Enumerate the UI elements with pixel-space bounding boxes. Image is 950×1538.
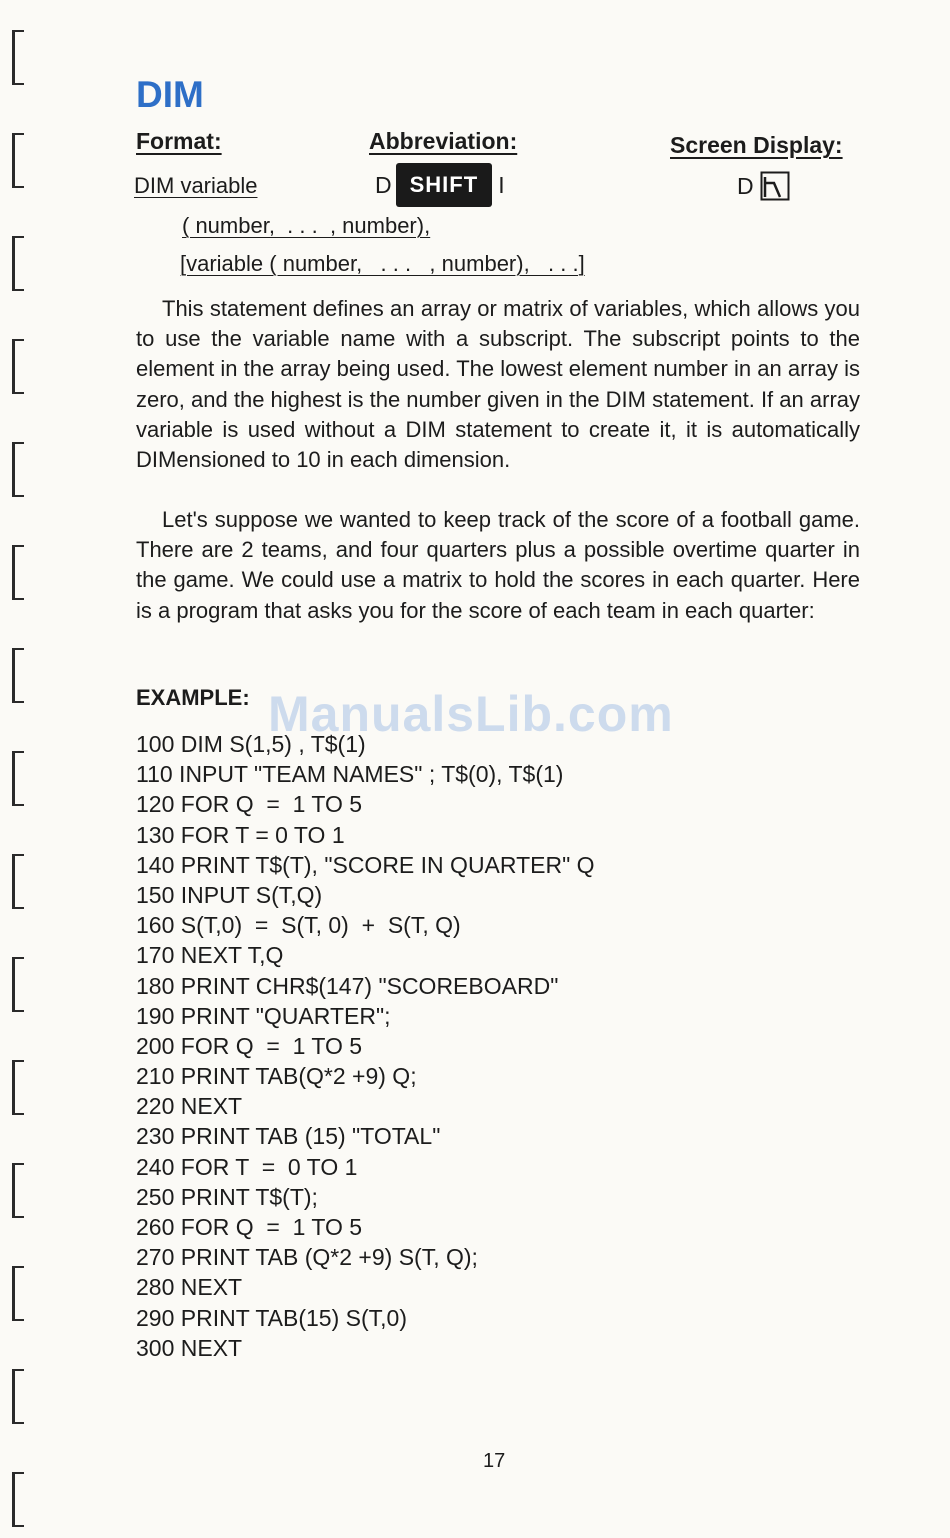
code-line: 180 PRINT CHR$(147) "SCOREBOARD" [136,972,559,999]
code-line: 160 S(T,0) = S(T, 0) + S(T, Q) [136,912,461,939]
code-line: 110 INPUT "TEAM NAMES" ; T$(0), T$(1) [136,761,564,788]
code-line: 290 PRINT TAB(15) S(T,0) [136,1304,407,1331]
abbreviation-keys [375,163,505,207]
screen-display-letter: D [737,172,754,199]
binding-ring [12,442,24,497]
code-line: 190 PRINT "QUARTER"; [136,1002,391,1029]
binding-ring [12,1369,24,1424]
binding-ring [12,30,24,85]
abbreviation-letter: D [375,171,392,198]
binding-ring [12,133,24,188]
binding-ring [12,1472,24,1527]
description-paragraph: Let's suppose we wanted to keep track of the score of a football game. There are 2 teams, and four quarters plus a possible overtime quarter in the game. We could use a matrix to hold the scores in each quarter. Here is a program that asks you for the score of each team in each quarter: [136,507,860,623]
binding-ring [12,339,24,394]
code-line: 210 PRINT TAB(Q*2 +9) Q; [136,1063,417,1090]
binding-ring [12,854,24,909]
code-line: 220 NEXT [136,1093,243,1120]
format-heading: Format: [136,128,222,154]
code-line: 250 PRINT T$(T); [136,1183,318,1210]
code-line: 170 NEXT T,Q [136,942,284,969]
code-line: 240 FOR T = 0 TO 1 [136,1153,358,1180]
petscii-graphic-icon [760,171,790,201]
screen-display-heading: Screen Display: [670,132,843,158]
binding-ring [12,1266,24,1321]
format-line: ( number, . . . , number), [182,213,431,238]
binding-ring [12,957,24,1012]
screen-display-output [737,171,790,201]
code-line: 140 PRINT T$(T), "SCORE IN QUARTER" Q [136,851,595,878]
code-line: 130 FOR T = 0 TO 1 [136,821,345,848]
code-line: 280 NEXT [136,1274,243,1301]
shift-key-icon: SHIFT [396,163,493,207]
format-line: DIM variable [134,173,258,198]
code-listing [136,729,595,1363]
code-line: 120 FOR Q = 1 TO 5 [136,791,363,818]
binding-ring [12,236,24,291]
binding-ring [12,648,24,703]
binding-ring [12,1060,24,1115]
code-line: 230 PRINT TAB (15) "TOTAL" [136,1123,441,1150]
format-line: [variable ( number, . . . , number), . . .] [180,251,585,276]
binding-ring [12,751,24,806]
spiral-binding [0,0,40,1538]
example-label: EXAMPLE: [136,685,250,710]
code-line: 150 INPUT S(T,Q) [136,881,323,908]
binding-ring [12,545,24,600]
abbreviation-heading: Abbreviation: [369,128,518,154]
code-line: 270 PRINT TAB (Q*2 +9) S(T, Q); [136,1244,478,1271]
binding-ring [12,1163,24,1218]
watermark: ManualsLib.com [268,686,674,742]
code-line: 100 DIM S(1,5) , T$(1) [136,731,366,757]
code-line: 260 FOR Q = 1 TO 5 [136,1214,363,1240]
abbreviation-letter: I [498,171,505,198]
description-paragraph: This statement defines an array or matrix of variables, which allows you to use the variable name with a subscript. The subscript points to the element in the array being used. The lowest element number in an array is zero, and the highest is the number given in the DIM statement. If an array variable is used without a DIM statement to create it, it is automatically DIMensioned to 10 in each dimension. [136,296,860,473]
code-line: 200 FOR Q = 1 TO 5 [136,1032,363,1059]
code-line: 300 NEXT [136,1334,243,1361]
page-number: 17 [483,1450,506,1472]
page-title: DIM [136,74,204,115]
